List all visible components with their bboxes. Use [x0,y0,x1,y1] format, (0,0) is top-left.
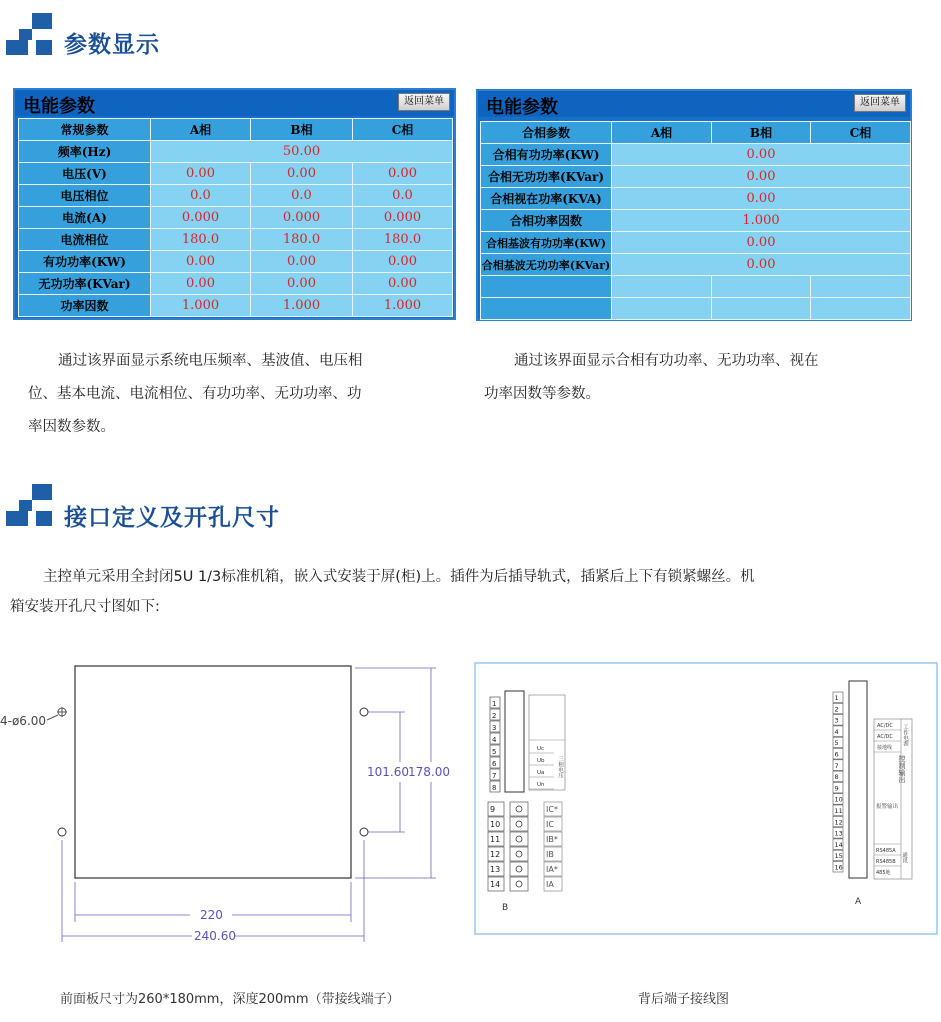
cutout-dimension-drawing [0,650,460,950]
signal-label: 接地线 [877,745,893,751]
value-b: 0.0 [251,185,353,207]
return-menu-button[interactable]: 返回菜单 [398,93,450,111]
row-label: 电压相位 [19,185,151,207]
terminal-number: 2 [492,712,497,720]
empty-cell [712,298,811,320]
mount-hole [360,708,368,716]
signal-label: IA [546,880,554,889]
value-c: 1.000 [353,295,453,317]
signal-label: AC/DC [877,734,893,740]
rear-terminal-caption: 背后端子接线图 [638,992,730,1007]
header-cell: C相 [353,119,453,141]
value-b: 0.00 [251,273,353,295]
row-label: 合相无功功率(KVar) [481,166,612,188]
terminal-number: 11 [834,807,843,815]
table-header-row [19,119,453,141]
three-phase-voltage-label: 三相电压 [557,756,563,778]
panel-title: 电能参数 [23,96,95,117]
row-label: 电流相位 [19,229,151,251]
combined-value: 0.00 [612,232,911,254]
panel-combined-params [476,89,912,321]
table-row [19,185,453,207]
mount-hole [58,828,66,836]
row-label: 频率(Hz) [19,141,151,163]
table-row [19,229,453,251]
empty-cell [612,276,712,298]
terminal-number: 8 [834,773,839,782]
value-c: 0.00 [353,273,453,295]
signal-label: Un [537,782,545,788]
table-row [19,141,453,163]
table-row [481,188,911,210]
combined-value: 1.000 [612,210,911,232]
table-row [481,210,911,232]
terminal-number: 7 [492,772,497,780]
power-group-label: 工作电源 [902,724,908,746]
signal-label: RS485A [876,848,896,854]
header-cell: A相 [612,122,712,144]
signal-label: Ua [537,770,545,776]
value-c: 0.00 [353,251,453,273]
row-label: 合相功率因数 [481,210,612,232]
outer-height-label: 178.00 [408,765,450,779]
row-label: 合相基波有功功率(KW) [481,232,612,254]
drawing-frame [475,663,937,934]
row-label: 电流(A) [19,207,151,229]
text-line: 主控单元采用全封闭5U 1/3标准机箱，嵌入式安装于屏(柜)上。插件为后插导轨式，插紧后上下有锁紧螺丝。机 [43,569,755,585]
terminal-number: 7 [834,761,839,770]
empty-cell [481,276,612,298]
terminal-number: 13 [490,865,501,874]
text-line: 箱安装开孔尺寸图如下: [10,599,160,615]
text-line: 率因数参数。 [28,419,115,435]
value-a: 180.0 [151,229,251,251]
terminal-number: 12 [834,818,843,827]
signal-label: Ub [537,758,545,764]
terminal-number: 16 [834,863,843,872]
description-combined-params [484,345,904,411]
table-header-row [481,122,911,144]
row-label: 合相视在功率(KVA) [481,188,612,210]
row-label: 合相基波无功功率(KVar) [481,254,612,276]
section-title-params: 参数显示 [64,32,160,58]
terminal-number: 5 [834,739,839,748]
value-b: 1.000 [251,295,353,317]
terminal-number: 6 [492,760,497,768]
terminal-number: 15 [834,852,843,861]
panel-outline [75,666,351,878]
value-c: 0.0 [353,185,453,207]
header-cell: C相 [811,122,911,144]
text-line: 位、基本电流、电流相位、有功功率、无功功率、功 [28,386,362,402]
combined-value: 0.00 [612,166,911,188]
signal-label: IB [546,850,554,859]
comm-group-label: 通讯 [901,852,907,863]
signal-label: IB* [546,835,558,844]
section-icon [6,484,52,526]
header-cell: 常规参数 [19,119,151,141]
alarm-output-label: 报警输出 [876,804,899,810]
terminal-number: 14 [834,840,843,849]
panel-phase-params [13,88,456,320]
terminal-number: 13 [834,829,843,838]
signal-label: RS485B [876,859,896,865]
signal-label: IC [546,820,554,829]
table-row [481,276,911,298]
terminal-number: 4 [834,727,839,736]
install-description [10,562,920,622]
empty-cell [481,298,612,320]
table-row [19,273,453,295]
value-b: 0.000 [251,207,353,229]
phase-params-table [18,118,453,317]
empty-cell [612,298,712,320]
combined-value: 0.00 [612,144,911,166]
value-c: 180.0 [353,229,453,251]
table-row [481,144,911,166]
signal-label: IA* [546,865,558,874]
combined-value: 0.00 [612,254,911,276]
description-phase-params [28,345,448,444]
terminal-number: 4 [492,736,497,744]
value-c: 0.00 [353,163,453,185]
empty-cell [811,298,911,320]
terminal-number: 10 [490,820,501,829]
text-line: 通过该界面显示系统电压频率、基波值、电压相 [58,353,363,369]
row-label: 电压(V) [19,163,151,185]
rear-terminal-drawing [474,662,939,937]
terminal-number: 10 [834,795,843,804]
terminal-number: 5 [492,748,497,756]
empty-cell [712,276,811,298]
label-b: B [502,903,509,913]
frequency-value: 50.00 [151,141,453,163]
value-a: 0.0 [151,185,251,207]
panel-title: 电能参数 [486,97,558,118]
header-cell: 合相参数 [481,122,612,144]
hole-label: 4-ø6.00 [0,714,47,728]
table-row [481,166,911,188]
section-icon [6,13,52,55]
terminal-number: 14 [490,880,501,889]
terminal-number: 6 [834,750,839,759]
table-row [481,298,911,320]
header-cell: B相 [251,119,353,141]
control-output-label: 控制输出 [898,755,906,783]
outer-width-label: 240.60 [194,929,236,943]
value-a: 0.00 [151,251,251,273]
terminal-number: 1 [492,700,497,708]
table-row [19,163,453,185]
value-a: 1.000 [151,295,251,317]
signal-label: 485地 [876,870,891,876]
header-cell: B相 [712,122,811,144]
front-panel-caption: 前面板尺寸为260*180mm，深度200mm（带接线端子） [60,992,400,1007]
inner-height-label: 101.60 [367,765,409,779]
signal-label: Uc [537,746,545,752]
combined-value: 0.00 [612,188,911,210]
table-row [481,254,911,276]
row-label: 功率因数 [19,295,151,317]
signal-label: AC/DC [877,723,893,729]
value-a: 0.000 [151,207,251,229]
terminal-number: 11 [490,835,501,844]
terminal-number: 9 [490,805,496,814]
inner-width-label: 220 [200,908,223,922]
table-row [19,207,453,229]
section-title-interface: 接口定义及开孔尺寸 [64,505,280,531]
value-b: 0.00 [251,251,353,273]
value-a: 0.00 [151,273,251,295]
return-menu-button[interactable]: 返回菜单 [854,94,906,112]
header-cell: A相 [151,119,251,141]
text-line: 通过该界面显示合相有功功率、无功功率、视在 [514,353,819,369]
mount-hole [360,828,368,836]
table-row [19,251,453,273]
value-a: 0.00 [151,163,251,185]
terminal-number: 1 [834,694,839,702]
row-label: 无功功率(KVar) [19,273,151,295]
terminal-number: 12 [490,850,501,859]
text-line: 功率因数等参数。 [484,386,600,402]
table-row [19,295,453,317]
terminal-number: 3 [834,716,839,725]
terminal-number: 3 [492,724,497,732]
value-b: 180.0 [251,229,353,251]
combined-params-table [480,121,911,320]
row-label: 有功功率(KW) [19,251,151,273]
label-a: A [855,897,862,907]
row-label: 合相有功功率(KW) [481,144,612,166]
value-c: 0.000 [353,207,453,229]
value-b: 0.00 [251,163,353,185]
terminal-number: 2 [834,705,839,714]
signal-label: IC* [546,805,558,814]
terminal-number: 8 [492,784,497,792]
empty-cell [811,276,911,298]
terminal-number: 9 [834,784,839,793]
table-row [481,232,911,254]
